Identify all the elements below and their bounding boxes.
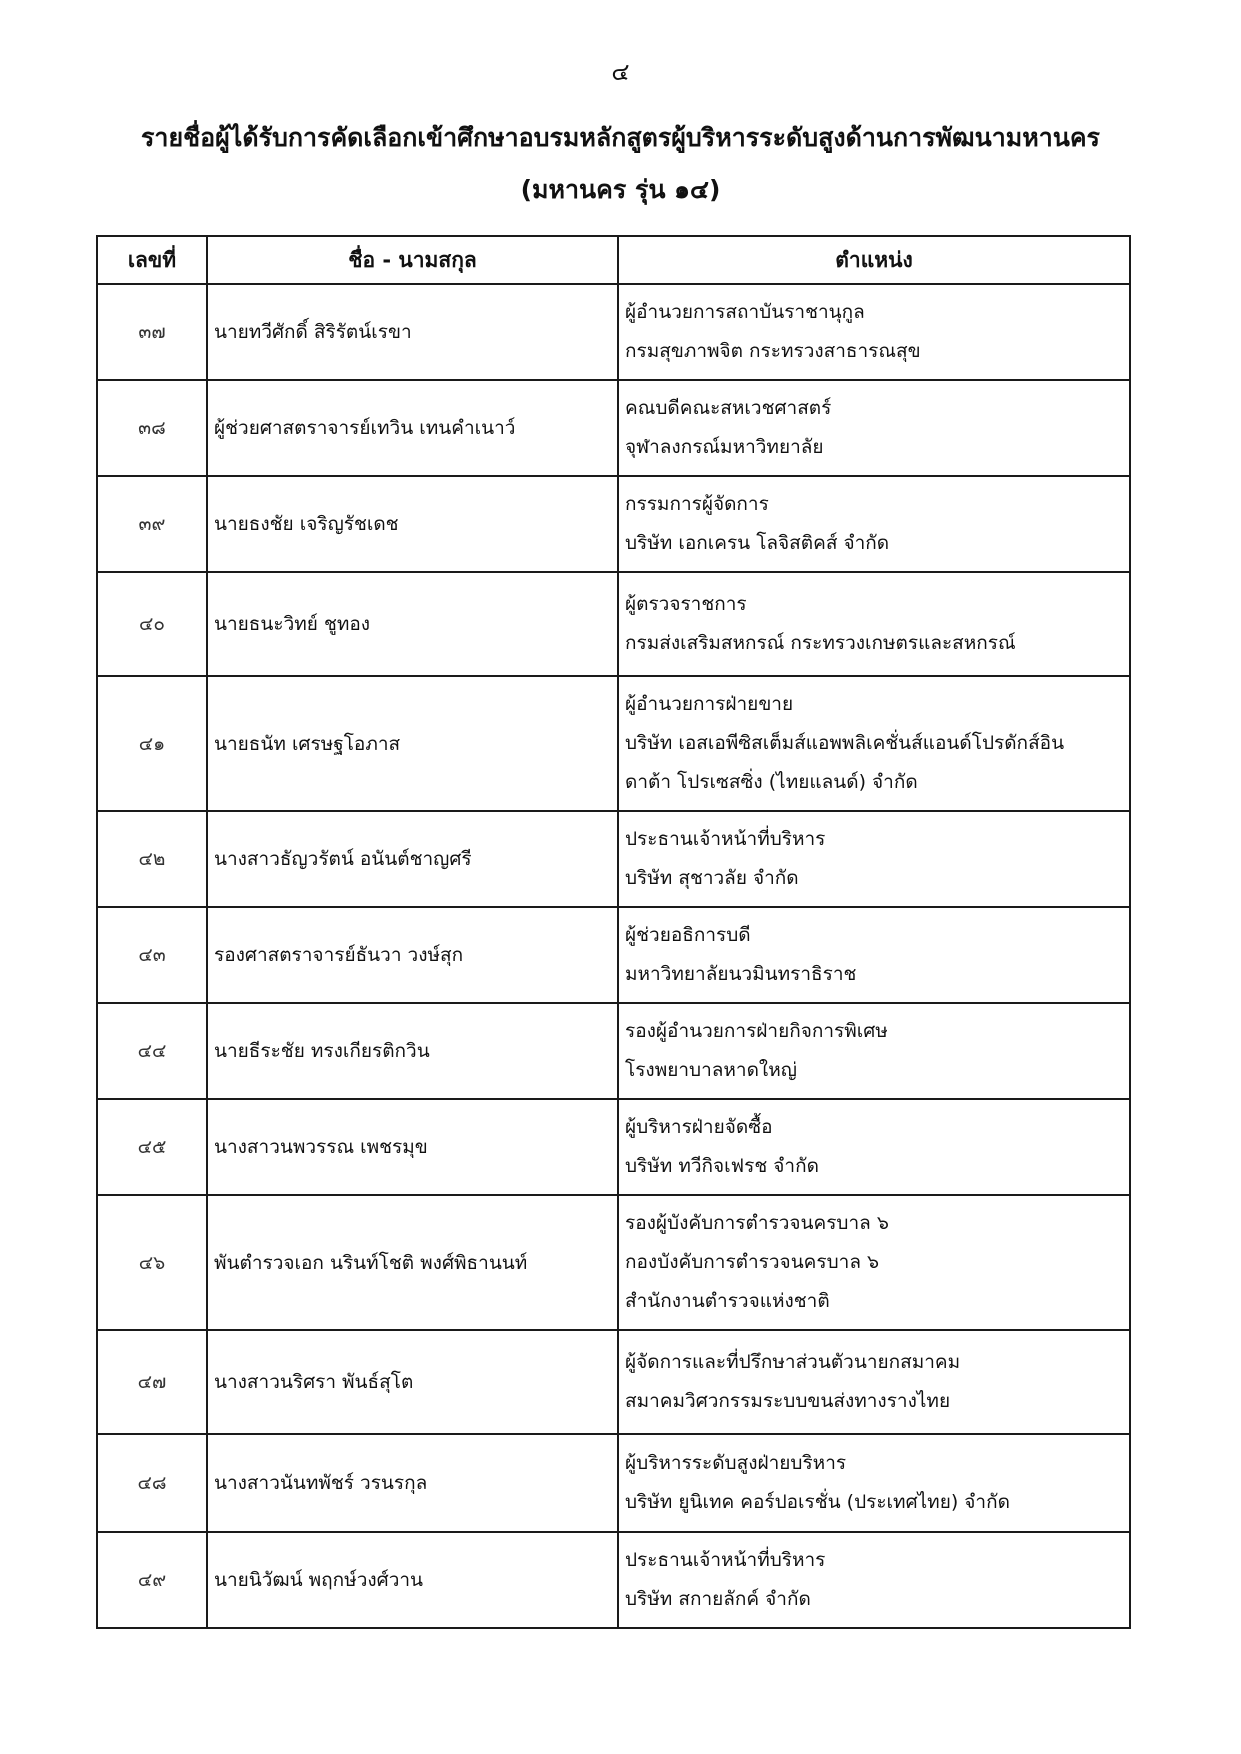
table-row [97, 572, 1130, 676]
table-row [97, 1532, 1130, 1628]
header-number: เลขที่ [97, 236, 207, 284]
table-row [97, 476, 1130, 572]
row-position [618, 907, 1130, 1003]
table-row [97, 1195, 1130, 1330]
row-number: ๓๗ [97, 284, 207, 380]
row-number: ๔๔ [97, 1003, 207, 1099]
position-line: ประธานเจ้าหน้าที่บริหาร [625, 828, 826, 850]
row-name: นายธนะวิทย์ ชูทอง [207, 572, 618, 676]
position-line: ผู้ช่วยอธิการบดี [625, 924, 751, 946]
position-line: คณบดีคณะสหเวชศาสตร์ [625, 397, 832, 419]
document-title [0, 112, 1241, 216]
position-line: ประธานเจ้าหน้าที่บริหาร [625, 1549, 826, 1571]
position-line: บริษัท เอกเครน โลจิสติคส์ จำกัด [625, 532, 890, 554]
position-line: ผู้บริหารฝ่ายจัดซื้อ [625, 1116, 773, 1138]
row-position [618, 1532, 1130, 1628]
table-row [97, 1330, 1130, 1434]
row-name: นายธีระชัย ทรงเกียรติกวิน [207, 1003, 618, 1099]
row-name: นางสาวนริศรา พันธ์สุโต [207, 1330, 618, 1434]
row-number: ๓๘ [97, 380, 207, 476]
position-line: กรมสุขภาพจิต กระทรวงสาธารณสุข [625, 340, 921, 362]
row-position [618, 284, 1130, 380]
position-line: ผู้อำนวยการฝ่ายขาย [625, 693, 794, 715]
position-line: กรรมการผู้จัดการ [625, 493, 769, 515]
row-number: ๔๖ [97, 1195, 207, 1330]
title-line-2: (มหานคร รุ่น ๑๔) [520, 175, 721, 204]
table-row [97, 907, 1130, 1003]
header-position: ตำแหน่ง [618, 236, 1130, 284]
position-line: มหาวิทยาลัยนวมินทราธิราช [625, 963, 857, 985]
position-line: บริษัท ทวีกิจเฟรช จำกัด [625, 1155, 819, 1177]
row-number: ๔๒ [97, 811, 207, 907]
row-name: นายทวีศักดิ์ สิริรัตน์เรขา [207, 284, 618, 380]
position-line: โรงพยาบาลหาดใหญ่ [625, 1059, 797, 1081]
table-row [97, 284, 1130, 380]
row-name: นายธนัท เศรษฐโอภาส [207, 676, 618, 811]
position-line: รองผู้อำนวยการฝ่ายกิจการพิเศษ [625, 1020, 888, 1042]
table-row [97, 380, 1130, 476]
row-name: รองศาสตราจารย์ธันวา วงษ์สุก [207, 907, 618, 1003]
position-line: บริษัท เอสเอพีซิสเต็มส์แอพพลิเคชั่นส์แอนด์โปรดักส์อิน [625, 732, 1065, 754]
position-line: กรมส่งเสริมสหกรณ์ กระทรวงเกษตรและสหกรณ์ [625, 632, 1016, 654]
header-name: ชื่อ - นามสกุล [207, 236, 618, 284]
row-position [618, 1330, 1130, 1434]
row-number: ๔๙ [97, 1532, 207, 1628]
position-line: บริษัท สุชาวลัย จำกัด [625, 867, 799, 889]
table-row [97, 811, 1130, 907]
position-line: ผู้จัดการและที่ปรึกษาส่วนตัวนายกสมาคม [625, 1351, 961, 1373]
row-number: ๔๐ [97, 572, 207, 676]
row-name: นางสาวธัญวรัตน์ อนันต์ชาญศรี [207, 811, 618, 907]
row-position [618, 811, 1130, 907]
position-line: ผู้อำนวยการสถาบันราชานุกูล [625, 301, 865, 323]
row-number: ๔๗ [97, 1330, 207, 1434]
row-name: นายธงชัย เจริญรัชเดช [207, 476, 618, 572]
row-number: ๔๕ [97, 1099, 207, 1195]
row-position [618, 676, 1130, 811]
row-position [618, 1003, 1130, 1099]
position-line: ผู้ตรวจราชการ [625, 593, 747, 615]
row-number: ๓๙ [97, 476, 207, 572]
row-position [618, 1195, 1130, 1330]
row-number: ๔๘ [97, 1434, 207, 1532]
row-position [618, 476, 1130, 572]
table-header-row [97, 236, 1130, 284]
table-row [97, 1099, 1130, 1195]
row-name: นางสาวนพวรรณ เพชรมุข [207, 1099, 618, 1195]
candidate-table [96, 235, 1131, 1629]
position-line: บริษัท สกายลักค์ จำกัด [625, 1588, 811, 1610]
row-position [618, 572, 1130, 676]
title-line-1: รายชื่อผู้ได้รับการคัดเลือกเข้าศึกษาอบรมหลักสูตรผู้บริหารระดับสูงด้านการพัฒนามหานคร [141, 123, 1100, 152]
page-number: ๔ [611, 58, 630, 86]
table-row [97, 1003, 1130, 1099]
table-row [97, 676, 1130, 811]
row-number: ๔๓ [97, 907, 207, 1003]
position-line: ดาต้า โปรเซสซิ่ง (ไทยแลนด์) จำกัด [625, 771, 918, 793]
row-position [618, 1434, 1130, 1532]
position-line: บริษัท ยูนิเทค คอร์ปอเรชั่น (ประเทศไทย) จำกัด [625, 1491, 1010, 1513]
row-position [618, 1099, 1130, 1195]
row-number: ๔๑ [97, 676, 207, 811]
table-row [97, 1434, 1130, 1532]
position-line: สำนักงานตำรวจแห่งชาติ [625, 1290, 830, 1312]
row-name: นางสาวนันทพัชร์ วรนรกุล [207, 1434, 618, 1532]
position-line: จุฬาลงกรณ์มหาวิทยาลัย [625, 436, 824, 458]
position-line: สมาคมวิศวกรรมระบบขนส่งทางรางไทย [625, 1390, 951, 1412]
position-line: รองผู้บังคับการตำรวจนครบาล ๖ [625, 1212, 889, 1234]
row-position [618, 380, 1130, 476]
row-name: ผู้ช่วยศาสตราจารย์เทวิน เทนคำเนาว์ [207, 380, 618, 476]
row-name: นายนิวัฒน์ พฤกษ์วงศ์วาน [207, 1532, 618, 1628]
position-line: กองบังคับการตำรวจนครบาล ๖ [625, 1251, 880, 1273]
row-name: พันตำรวจเอก นรินท์โชติ พงศ์พิธานนท์ [207, 1195, 618, 1330]
position-line: ผู้บริหารระดับสูงฝ่ายบริหาร [625, 1452, 847, 1474]
